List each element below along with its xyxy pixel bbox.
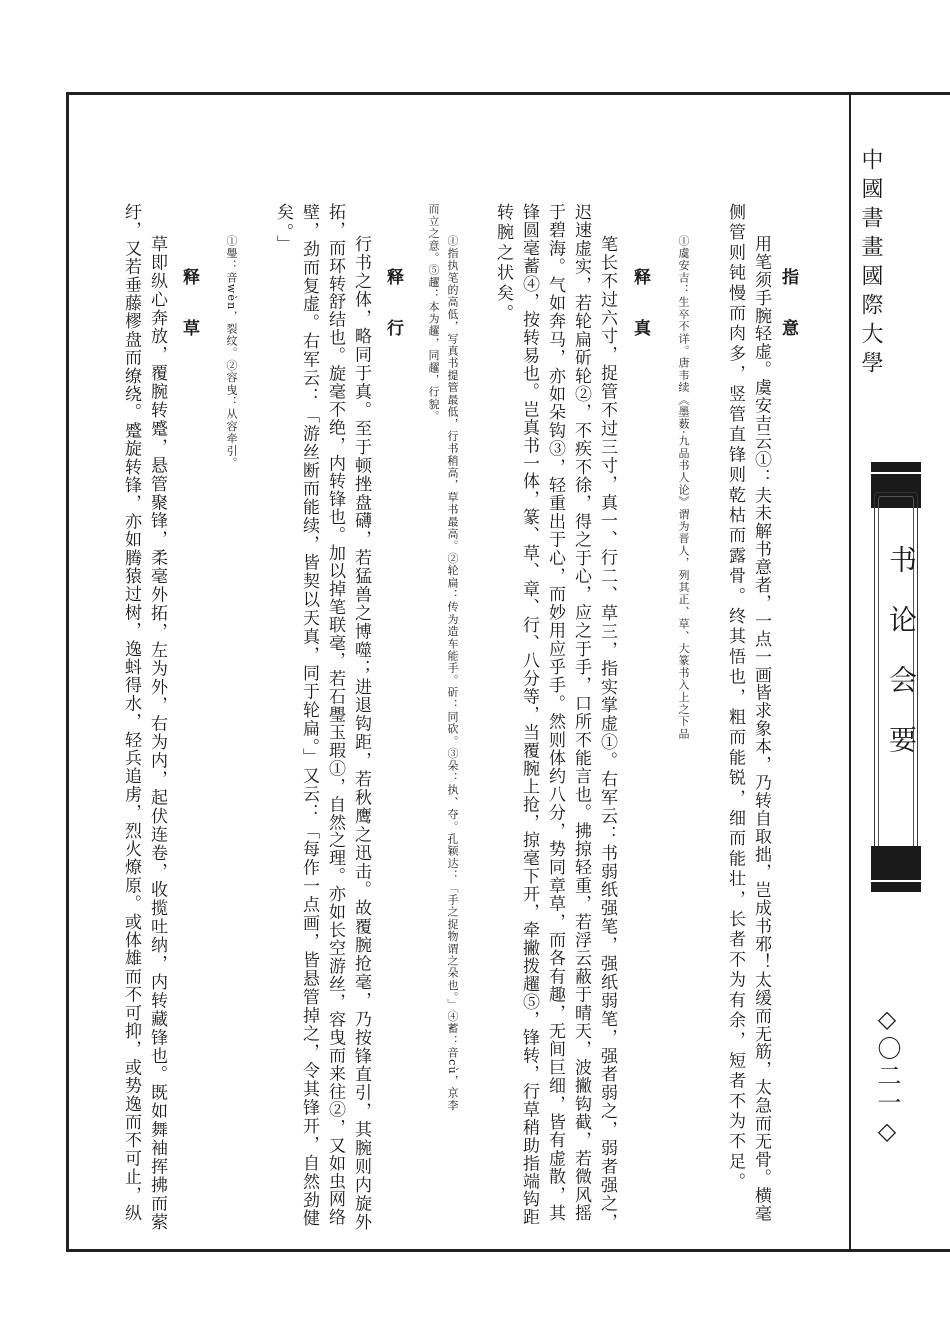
section-heading-shizhen: 释 真	[630, 268, 650, 350]
footnote: ①虞安吉：生卒不详。唐韦续《墨薮·九品书人论》谓为晋人，列其正、草、大篆书入上之下品	[677, 235, 690, 740]
title-band-top	[871, 462, 921, 472]
page-number: ◇〇二一◇	[873, 1005, 901, 1148]
book-title: 书论会要	[885, 545, 918, 785]
margin-divider	[849, 95, 851, 1249]
section-heading-zhiyi: 指 意	[778, 268, 798, 350]
text-line: 矣。」	[273, 203, 293, 256]
footnote: ①指执笔的高低，写真书提管最低，行书稍高，草书最高。②轮扁：传为造车能手。斫：同砍。③朵：执、夺。孔颖达：「手之捉物谓之朵也。」④蓄：音cù，京李	[446, 235, 459, 1112]
text-line: 壁，劲而复虚。右军云：「游丝断而能续，皆契以天真，同于轮扁。」又云：「每作一点画，皆悬管掉之，令其锋开，自然劲健	[299, 203, 319, 1228]
text-line: 行书之体，略同于真。至于顿挫盘礴，若猛兽之博噬；进退钩距，若秋鹰之迅击。故覆腕抢毫，乃按锋直引，其腕则内旋外	[351, 235, 371, 1232]
text-line: 侧管则钝慢而肉多，竖管直锋则乾枯而露骨。终其悟也，粗而能锐，细而能壮，长者不为有余，短者不为不足。	[725, 203, 745, 1193]
text-line: 于碧海。气如奔马，亦如朵钩③，轻重出于心，而妙用应乎手。然则体约八分，势同章草，而各有趣，无间巨细，皆有虚散，其	[545, 203, 565, 1223]
text-line: 用笔须手腕轻虚。虞安吉云①：夫未解书意者，一点一画皆求象本，乃转自取拙，岂成书邪！太缓而无筋，太急而无骨。横毫	[751, 235, 771, 1223]
footnote: ①璺：音wèn，裂纹。②容曳：从容牵引。	[225, 235, 238, 470]
institution-name: 中國書畫國際大學	[858, 148, 883, 380]
footnote: 而立之意。⑤趯：本为趯，同趯，行貌。	[427, 203, 440, 423]
section-heading-shixing: 释 行	[383, 268, 403, 350]
title-cap-bottom	[871, 846, 921, 880]
text-line: 纡，又若垂藤樛盘而缭绕。蹙旋转锋，亦如腾猿过树，逸蚪得水，轻兵追虏，烈火燎原。或体雄而不可抑，或势逸而不可止，纵	[121, 203, 141, 1223]
title-band-bottom	[871, 882, 921, 892]
section-heading-shicao: 释 草	[179, 268, 199, 350]
text-line: 草即纵心奔放，覆腕转蹙，悬管聚锋，柔毫外拓，左为外，右为内，起伏连卷，收揽吐纳，内转藏锋也。既如舞袖挥拂而萦	[147, 235, 167, 1232]
text-line: 拓，而环转舒结也。旋毫不绝，内转锋也。加以掉笔联毫，若石璺玉瑕①，自然之理。亦如长空游丝，容曳而来往②，又如虫网络	[325, 203, 345, 1227]
text-line: 转腕之状矣。	[493, 203, 513, 325]
text-line: 笔长不过六寸，捉管不过三寸，真一、行二、草三，指实掌虚①。右军云：书弱纸强笔，强纸弱笔，强者弱之，弱者强之，	[597, 235, 617, 1232]
text-line: 锋圆毫蓄④，按转易也。岂真书一体，篆、草、章、行、八分等，当覆腕上抢，掠毫下开，牵撇拨趯⑤，锋转，行草稍助指端钩距	[519, 203, 539, 1227]
text-line: 迟速虚实，若轮扁斫轮②，不疾不徐，得之于心，应之于手，口所不能言也。拂掠轻重，若浮云蔽于晴天，波撇钩截，若微风摇	[571, 203, 591, 1223]
